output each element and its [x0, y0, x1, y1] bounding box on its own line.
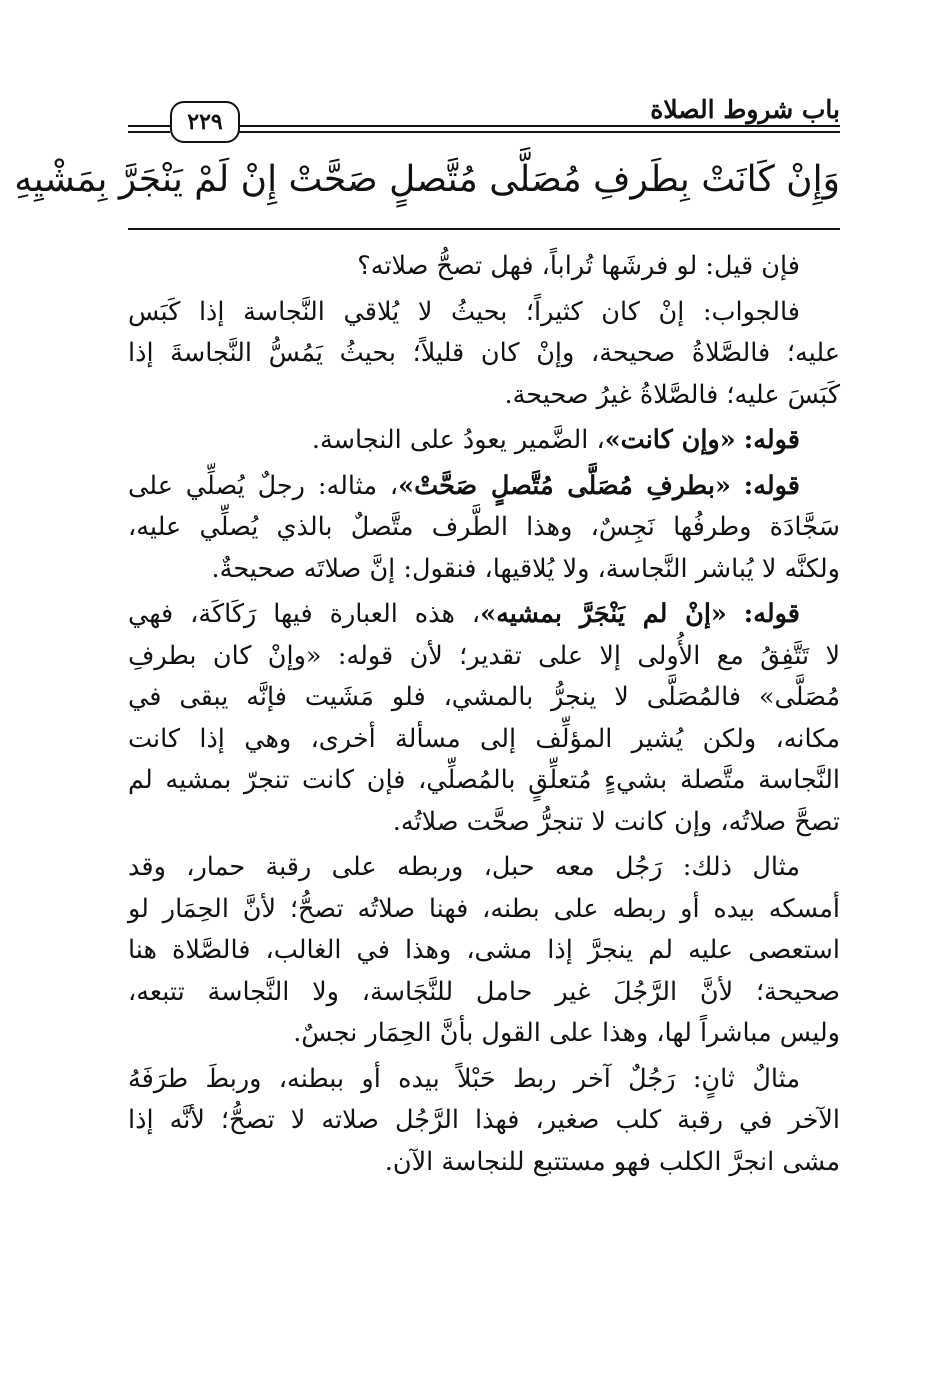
qawl-label: قوله:: [743, 425, 800, 455]
qawl-label: قوله:: [743, 470, 800, 501]
qawl-label: قوله:: [743, 599, 800, 629]
text-line: النَّجاسة متَّصلة بشيءٍ مُتعلِّقٍ بالمُصلِّي، فإن كانت تنجرّ بمشيه لم: [128, 765, 840, 795]
text-run: ، الضَّمير يعودُ على النجاسة.: [311, 425, 605, 455]
text-line: وليس مباشراً لها، وهذا على القول بأنَّ الحِمَار نجسٌ.: [293, 1018, 840, 1048]
header-rule: [128, 131, 170, 133]
text-line: لا تَتَّفِقُ مع الأُولى إلا على تقدير؛ لأن قوله: «وإنْ كان بطرفِ: [128, 640, 840, 671]
text-line: [128, 420, 840, 462]
quoted-matn: «وإن كانت»: [604, 425, 736, 455]
header-rule: [128, 125, 170, 127]
matn-separator: [128, 228, 840, 230]
page-number: ٢٢٩: [170, 101, 240, 143]
matn-text: وَإِنْ كَانَتْ بِطَرفِ مُصَلَّى مُتَّصلٍ صَحَّتْ إِنْ لَمْ يَنْجَرَّ بِمَشْيِهِ: [14, 159, 840, 200]
commentary-body: [128, 246, 840, 1187]
text-run: ، مثاله: رجلٌ يُصلِّي على: [128, 470, 399, 501]
text-line: مُصَلَّى» فالمُصَلَّى لا ينجرُّ بالمشي، فلو مَشَيت فإنَّه يبقى في: [128, 682, 840, 712]
page-header: [128, 95, 840, 145]
text-line: ولكنَّه لا يُباشر النَّجاسة، ولا يُلاقيها، فنقول: إنَّ صلاتَه صحيحةٌ.: [211, 553, 840, 584]
text-line: مشى انجرَّ الكلب فهو مستتبع للنجاسة الآن.: [384, 1146, 840, 1177]
text-run: ، هذه العبارة فيها رَكَاكَة، فهي: [128, 599, 481, 629]
text-line: فالجواب: إنْ كان كثيراً؛ بحيثُ لا يُلاقي النَّجاسة إذا كَبَس: [128, 296, 800, 327]
text-line: [128, 594, 840, 636]
text-line: سَجَّادَة وطرفُها نَجِسٌ، وهذا الطَّرف متَّصلٌ بالذي يُصلِّي عليه،: [128, 512, 840, 542]
paragraph: [128, 292, 840, 417]
text-line: الآخر في رقبة كلب صغير، فهذا الرَّجُل صلاته لا تصحُّ؛ لأنَّه إذا: [128, 1105, 840, 1135]
text-line: [128, 466, 840, 508]
paragraph: [128, 420, 840, 462]
text-line: استعصى عليه لم ينجرَّ إذا مشى، وهذا في الغالب، فالصَّلاة هنا: [128, 935, 840, 965]
quoted-matn: «إنْ لم يَنْجَرَّ بمشيه»: [480, 599, 727, 629]
text-line: عليه؛ فالصَّلاةُ صحيحة، وإنْ كان قليلاً؛ بحيثُ يَمُسُّ النَّجاسةَ إذا: [128, 338, 840, 368]
paragraph: [128, 246, 840, 288]
text-line: كَبَسَ عليه؛ فالصَّلاةُ غيرُ صحيحة.: [504, 379, 840, 410]
paragraph: [128, 594, 840, 843]
text-line: أمسكه بيده أو ربطه على بطنه، فهنا صلاتُه تصحُّ؛ لأنَّ الحِمَار لو: [128, 893, 840, 924]
text-line: صحيحة؛ لأنَّ الرَّجُلَ غير حامل للنَّجَاسة، ولا النَّجاسة تتبعه،: [128, 976, 840, 1007]
text-line: فإن قيل: لو فرشَها تُراباً، فهل تصحُّ صلاته؟: [357, 251, 800, 281]
paragraph: [128, 1059, 840, 1184]
header-rule: [238, 131, 840, 133]
text-line: مكانه، ولكن يُشير المؤلِّف إلى مسألة أخرى، وهي إذا كانت: [128, 723, 840, 754]
quoted-matn: «بطرفِ مُصَلَّى مُتَّصلٍ صَحَّتْ»: [398, 470, 731, 501]
chapter-title: باب شروط الصلاة: [650, 95, 840, 124]
header-rule: [238, 125, 840, 127]
paragraph: [128, 847, 840, 1055]
paragraph: [128, 466, 840, 591]
text-line: مثال ذلك: رَجُل معه حبل، وربطه على رقبة حمار، وقد: [128, 852, 800, 882]
text-line: تصحَّ صلاتُه، وإن كانت لا تنجرُّ صحَّت صلاتُه.: [392, 806, 840, 837]
text-line: مثالٌ ثانٍ: رَجُلٌ آخر ربط حَبْلاً بيده أو ببطنه، وربطَ طرَفَهُ: [128, 1063, 800, 1094]
